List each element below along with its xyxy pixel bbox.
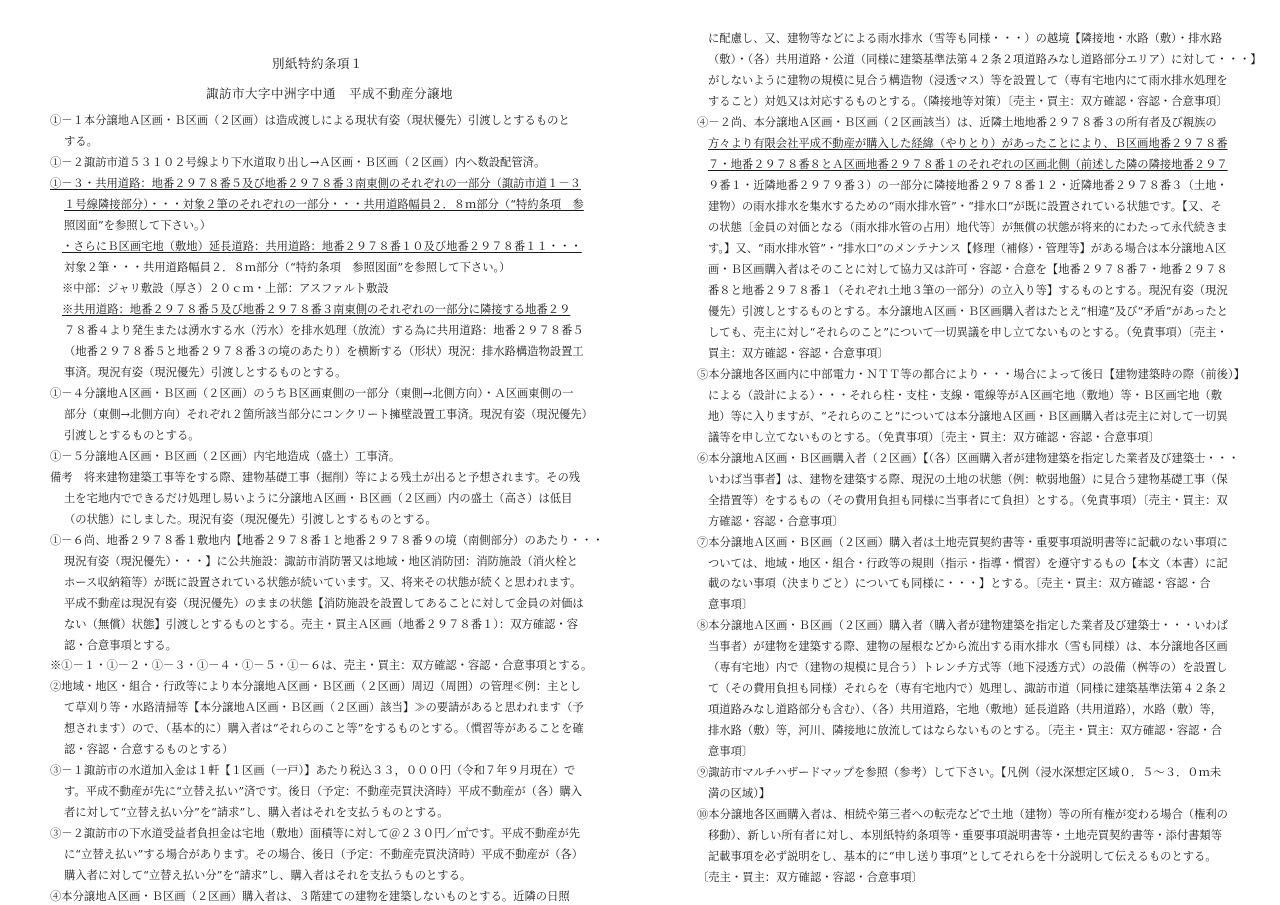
text-line: て草刈り等・水路清掃等【本分譲地Ａ区画・Ｂ区画（２区画）該当】≫の要請があると思われます（予 xyxy=(64,701,584,715)
text-line: 現況有姿（現況優先）・・・】に公共施設：諏訪市消防署又は地域・地区消防団：消防施設（消火栓と xyxy=(64,554,579,568)
text-line: 者に対して“立替え払い分”を“請求”し、購入者はそれを支払うものとする。 xyxy=(64,806,449,820)
text-line: １号線隣接部分）・・・対象２筆のそれぞれの一部分・・・共用道路幅員２．８ｍ部分（“特約条項 参 xyxy=(64,197,584,211)
text-line: 載のない事項（決まりごと）についても同様に・・・】とする。〔売主・買主：双方確認・容認・合 xyxy=(708,577,1211,591)
text-line: 照図面”を参照して下さい。） xyxy=(64,218,211,232)
text-line: 当事者）が建物を建築する際、建物の屋根などから流出する雨水排水（雪も同様）は、本分譲地各区画 xyxy=(708,640,1228,654)
text-line: に“立替え払い”する場合があります。その場合、後日（予定：不動産売買決済時）平成不動産が（各） xyxy=(64,848,584,862)
text-line: すること）対処又は対応するものとする。（隣接地等対策）〔売主・買主：双方確認・容認・合意事項〕 xyxy=(708,94,1228,108)
text-line: 買主：双方確認・容認・合意事項〕 xyxy=(708,346,889,360)
text-line: 事済。現況有姿（現況優先）引渡しとするものとする。 xyxy=(64,365,347,379)
text-line: ④本分譲地Ａ区画・Ｂ区画（２区画）購入者は、３階建ての建物を建築しないものとする。近隣の日照 xyxy=(50,890,570,904)
text-line: 対象２筆・・・共用道路幅員２．８ｍ部分（“特約条項 参照図面”を参照して下さい。） xyxy=(64,260,511,274)
document-subtitle: 諏訪市大字中洲字中通 平成不動産分譲地 xyxy=(206,86,454,101)
text-line: 地）等に入りますが、“それらのこと”については本分譲地Ａ区画・Ｂ区画購入者は売主に対して一切異 xyxy=(708,409,1228,423)
text-line: 想されます）ので、（基本的に）購入者は“それらのこと等”をするものとする。（慣習等があることを確 xyxy=(64,722,584,736)
text-line: ⑦本分譲地Ａ区画・Ｂ区画（２区画）購入者は土地売買契約書等・重要事項説明書等に記載のない事項に xyxy=(697,535,1228,549)
text-line: ②地域・地区・組合・行政等により本分譲地Ａ区画・Ｂ区画（２区画）周辺（周囲）の管理≪例：主とし xyxy=(50,680,581,694)
text-line: （専有宅地）内で（建物の規模に見合う）トレンチ方式等（地下浸透方式）の設備（桝等の）を設置し xyxy=(708,661,1228,675)
text-line: ホース収納箱等）が既に設置されている状態が続いています。又、将来その状態が続くと思われます。 xyxy=(64,575,582,589)
text-line: 認・容認・合意するものとする） xyxy=(64,743,234,757)
text-line: 優先）引渡しとするものとする。本分譲地Ａ区画・Ｂ区画購入者はたとえ“相違”及び“矛盾”があったと xyxy=(708,304,1229,318)
text-line: ⑨諏訪市マルチハザードマップを参照（参考）して下さい。【凡例（浸水深想定区域０．５～３．０ｍ未 xyxy=(697,766,1222,780)
text-line: 記載事項を必ず説明をし、基本的に“申し送り事項”としてそれらを十分説明して伝えるものとする。 xyxy=(708,850,1217,864)
text-line: ７・地番２９７８番８とＡ区画地番２９７８番１のそれぞれの区画北側（前述した隣の隣接地番２９７ xyxy=(708,157,1228,171)
text-line: す。】又、“雨水排水管”・“排水口”のメンテナンス【修理（補修）・管理等】がある場合は本分譲地Ａ区 xyxy=(708,241,1227,255)
text-line: ※共用道路：地番２９７８番５及び地番２９７８番３南東側のそれぞれの一部分に隣接する地番２９ xyxy=(62,302,571,316)
text-line: 引渡しとするものとする。 xyxy=(64,428,200,442)
text-line: 項道路みなし道路部分も含む）、（各）共用道路，宅地（敷地）延長道路（共用道路），水路（敷）等， xyxy=(708,703,1223,717)
text-line: ９番１・近隣地番２９７９番３）の一部分に隣接地番２９７８番１２・近隣地番２９７８番３（土地・ xyxy=(708,178,1228,192)
text-line: ７８番４より発生または湧水する水（汚水）を排水処理（放流）する為に共用道路：地番２９７８番５ xyxy=(64,323,584,337)
text-line: 購入者に対して“立替え払い分”を“請求”し、購入者はそれを支払うものとする。 xyxy=(64,869,472,883)
text-line: ⑥本分譲地Ａ区画・Ｂ区画購入者（２区画）【（各）区画購入者が建物建築を指定した業者及び建築士・・・ xyxy=(697,451,1240,465)
text-line: 部分（東側→北側方向）それぞれ２箇所該当部分にコンクリート擁壁設置工事済。現況有姿（現況優先） xyxy=(64,407,593,421)
text-line: の状態〔金員の対価となる（雨水排水管の占用）地代等〕が無償の状態が将来的にわたって永代続きま xyxy=(708,220,1228,234)
text-line: ①－３・共用道路：地番２９７８番５及び地番２９７８番３南東側のそれぞれの一部分（諏訪市道１－３ xyxy=(50,176,581,190)
text-line: 方々より有限会社平成不動産が購入した経緯（やりとり）があったことにより、Ｂ区画地番２９７８番 xyxy=(708,136,1228,150)
text-line: 土を宅地内でできるだけ処理し易いように分譲地Ａ区画・Ｂ区画（２区画）内の盛土（高さ）は低目 xyxy=(64,491,573,505)
text-line: 移動）、新しい所有者に対し、本別紙特約条項等・重要事項説明書等・土地売買契約書等・添付書類等 xyxy=(708,829,1223,843)
text-line: ③－１諏訪市の水道加入金は１軒【１区画（一戸）】あたり税込３３，０００円（令和７年９月現在）で xyxy=(50,764,576,778)
text-line: 意事項〕 xyxy=(708,745,754,759)
text-line: ・さらにＢ区画宅地（敷地）延長道路：共用道路：地番２９７８番１０及び地番２９７８番１１・・・ xyxy=(62,239,582,253)
text-line: ⑤本分譲地各区画内に中部電力・ＮＴＴ等の都合により・・・場合によって後日【建物建築時の際（前後）】 xyxy=(697,367,1245,381)
document-title: 別紙特約条項１ xyxy=(272,56,364,71)
text-line: ①－２諏訪市道５３１０２号線より下水道取り出し→Ａ区画・Ｂ区画（２区画）内へ数設配管済。 xyxy=(50,155,546,169)
text-line: による（設計による）・・・それら柱・支柱・支線・電線等がＡ区画宅地（敷地）等・Ｂ区画宅地（敷 xyxy=(708,388,1223,402)
text-line: 〔売主・買主：双方確認・容認・合意事項〕 xyxy=(697,871,923,885)
text-line: がしないように建物の規模に見合う構造物（浸透マス）等を設置して（専有宅地内にて雨水排水処理を xyxy=(708,73,1228,87)
text-line: 議等を申し立てないものとする。（免責事項）〔売主・買主：双方確認・容認・合意事項〕 xyxy=(708,430,1160,444)
text-line: ①－５分譲地Ａ区画・Ｂ区画（２区画）内宅地造成（盛土）工事済。 xyxy=(50,449,401,463)
text-line: 意事項〕 xyxy=(708,598,754,612)
text-line: 排水路（敷）等，河川、隣接地に放流してはならないものとする。〔売主・買主：双方確認・容認・合 xyxy=(708,724,1223,738)
text-line: ①－１本分譲地Ａ区画・Ｂ区画（２区画）は造成渡しによる現状有姿（現状優先）引渡しとするものと xyxy=(50,114,570,127)
text-line: 方確認・容認・合意事項〕 xyxy=(708,514,844,528)
text-line: 平成不動産は現況有姿（現況優先）のままの状態【消防施設を設置してあることに対して金員の対価は xyxy=(64,596,584,610)
text-line: 備考 将来建物建築工事等をする際、建物基礎工事（掘削）等による残土が出ると予想されます。その残 xyxy=(50,470,581,484)
text-line: ※①－１・①－２・①－３・①－４・①－５・①－６は、売主・買主：双方確認・容認・合意事項とする。 xyxy=(50,659,593,673)
text-line: ③－２諏訪市の下水道受益者負担金は宅地（敷地）面積等に対して＠２３０円／㎡です。平成不動産が先 xyxy=(50,827,581,841)
text-line: ①－４分譲地Ａ区画・Ｂ区画（２区画）のうちＢ区画東側の一部分（東側→北側方向）・Ａ区画東側の一 xyxy=(50,386,574,400)
text-line: ④－２尚、本分譲地Ａ区画・Ｂ区画（２区画該当）は、近隣土地地番２９７８番３の所有者及び親族の xyxy=(697,115,1217,129)
text-line: て（その費用負担も同様）それらを（専有宅地内で）処理し、諏訪市道（同様に建築基準法第４２条２ xyxy=(708,682,1228,696)
text-line: ついては、地域・地区・組合・行政等の規則（指示・指導・慣習）を遵守するもの【本文（本書）に記 xyxy=(708,556,1228,570)
text-line: 建物）の雨水排水を集水するための“雨水排水管”・“排水口”が既に設置されている状態です。【又、そ xyxy=(708,199,1222,213)
text-line: 認・合意事項とする。 xyxy=(64,638,177,652)
text-line: （敷）・（各）共用道路・公道（同様に建築基準法第４２条２項道路みなし道路部分エリア）に対して・・・】 xyxy=(708,52,1262,66)
text-line: いわば当事者】は、建物を建築する際、現況の土地の状態（例：軟弱地盤）に見合う建物基礎工事（保 xyxy=(708,472,1228,486)
text-line: 全措置等）をするもの（その費用負担も同様に当事者にて負担）とする。（免責事項）〔売主・買主：双 xyxy=(708,493,1228,507)
text-line: ※中部：ジャリ敷設（厚さ）２０ｃｍ・上部：アスファルト敷設 xyxy=(62,281,389,295)
text-line: す。平成不動産が先に“立替え払い”済です。後日（予定：不動産売買決済時）平成不動産が（各）購入 xyxy=(64,785,583,799)
text-line: （の状態）にしました。現況有姿（現況優先）引渡しとするものとする。 xyxy=(64,512,437,526)
text-line: する。 xyxy=(64,134,98,148)
text-line: ⑩本分譲地各区画購入者は、相続や第三者への転売などで土地（建物）等の所有権が変わる場合（権利の xyxy=(697,808,1228,822)
text-line: ない（無償）状態】引渡しとするものとする。売主・買主Ａ区画（地番２９７８番１）：双方確認・容 xyxy=(64,617,579,631)
text-line: ①－６尚、地番２９７８番１敷地内【地番２９７８番１と地番２９７８番９の境（南側部分）のあたり・・・ xyxy=(50,533,604,547)
text-line: （地番２９７８番５と地番２９７８番３の境のあたり）を横断する（形状）現況：排水路構造物設置工 xyxy=(64,344,584,358)
text-line: に配慮し、又、建物等などによる雨水排水（雪等も同様・・・）の越境【隣接地・水路（敷）・排水路 xyxy=(708,32,1223,45)
right-page xyxy=(640,0,1280,905)
text-line: 満の区域）】 xyxy=(708,787,771,801)
text-line: しても、売主に対し“それらのこと”について一切異議を申し立てないものとする。（免責事項）〔売主・ xyxy=(708,325,1228,339)
text-line: 画・Ｂ区画購入者はそのことに対して協力又は許可・容認・合意を【地番２９７８番７・地番２９７８ xyxy=(708,262,1228,276)
text-line: ⑧本分譲地Ａ区画・Ｂ区画（２区画）購入者（購入者が建物建築を指定した業者及び建築士・・・いわば xyxy=(697,619,1228,633)
text-line: 番８と地番２９７８番１（それぞれ土地３筆の一部分）の立入り等】するものとする。現況有姿（現況 xyxy=(708,283,1228,297)
